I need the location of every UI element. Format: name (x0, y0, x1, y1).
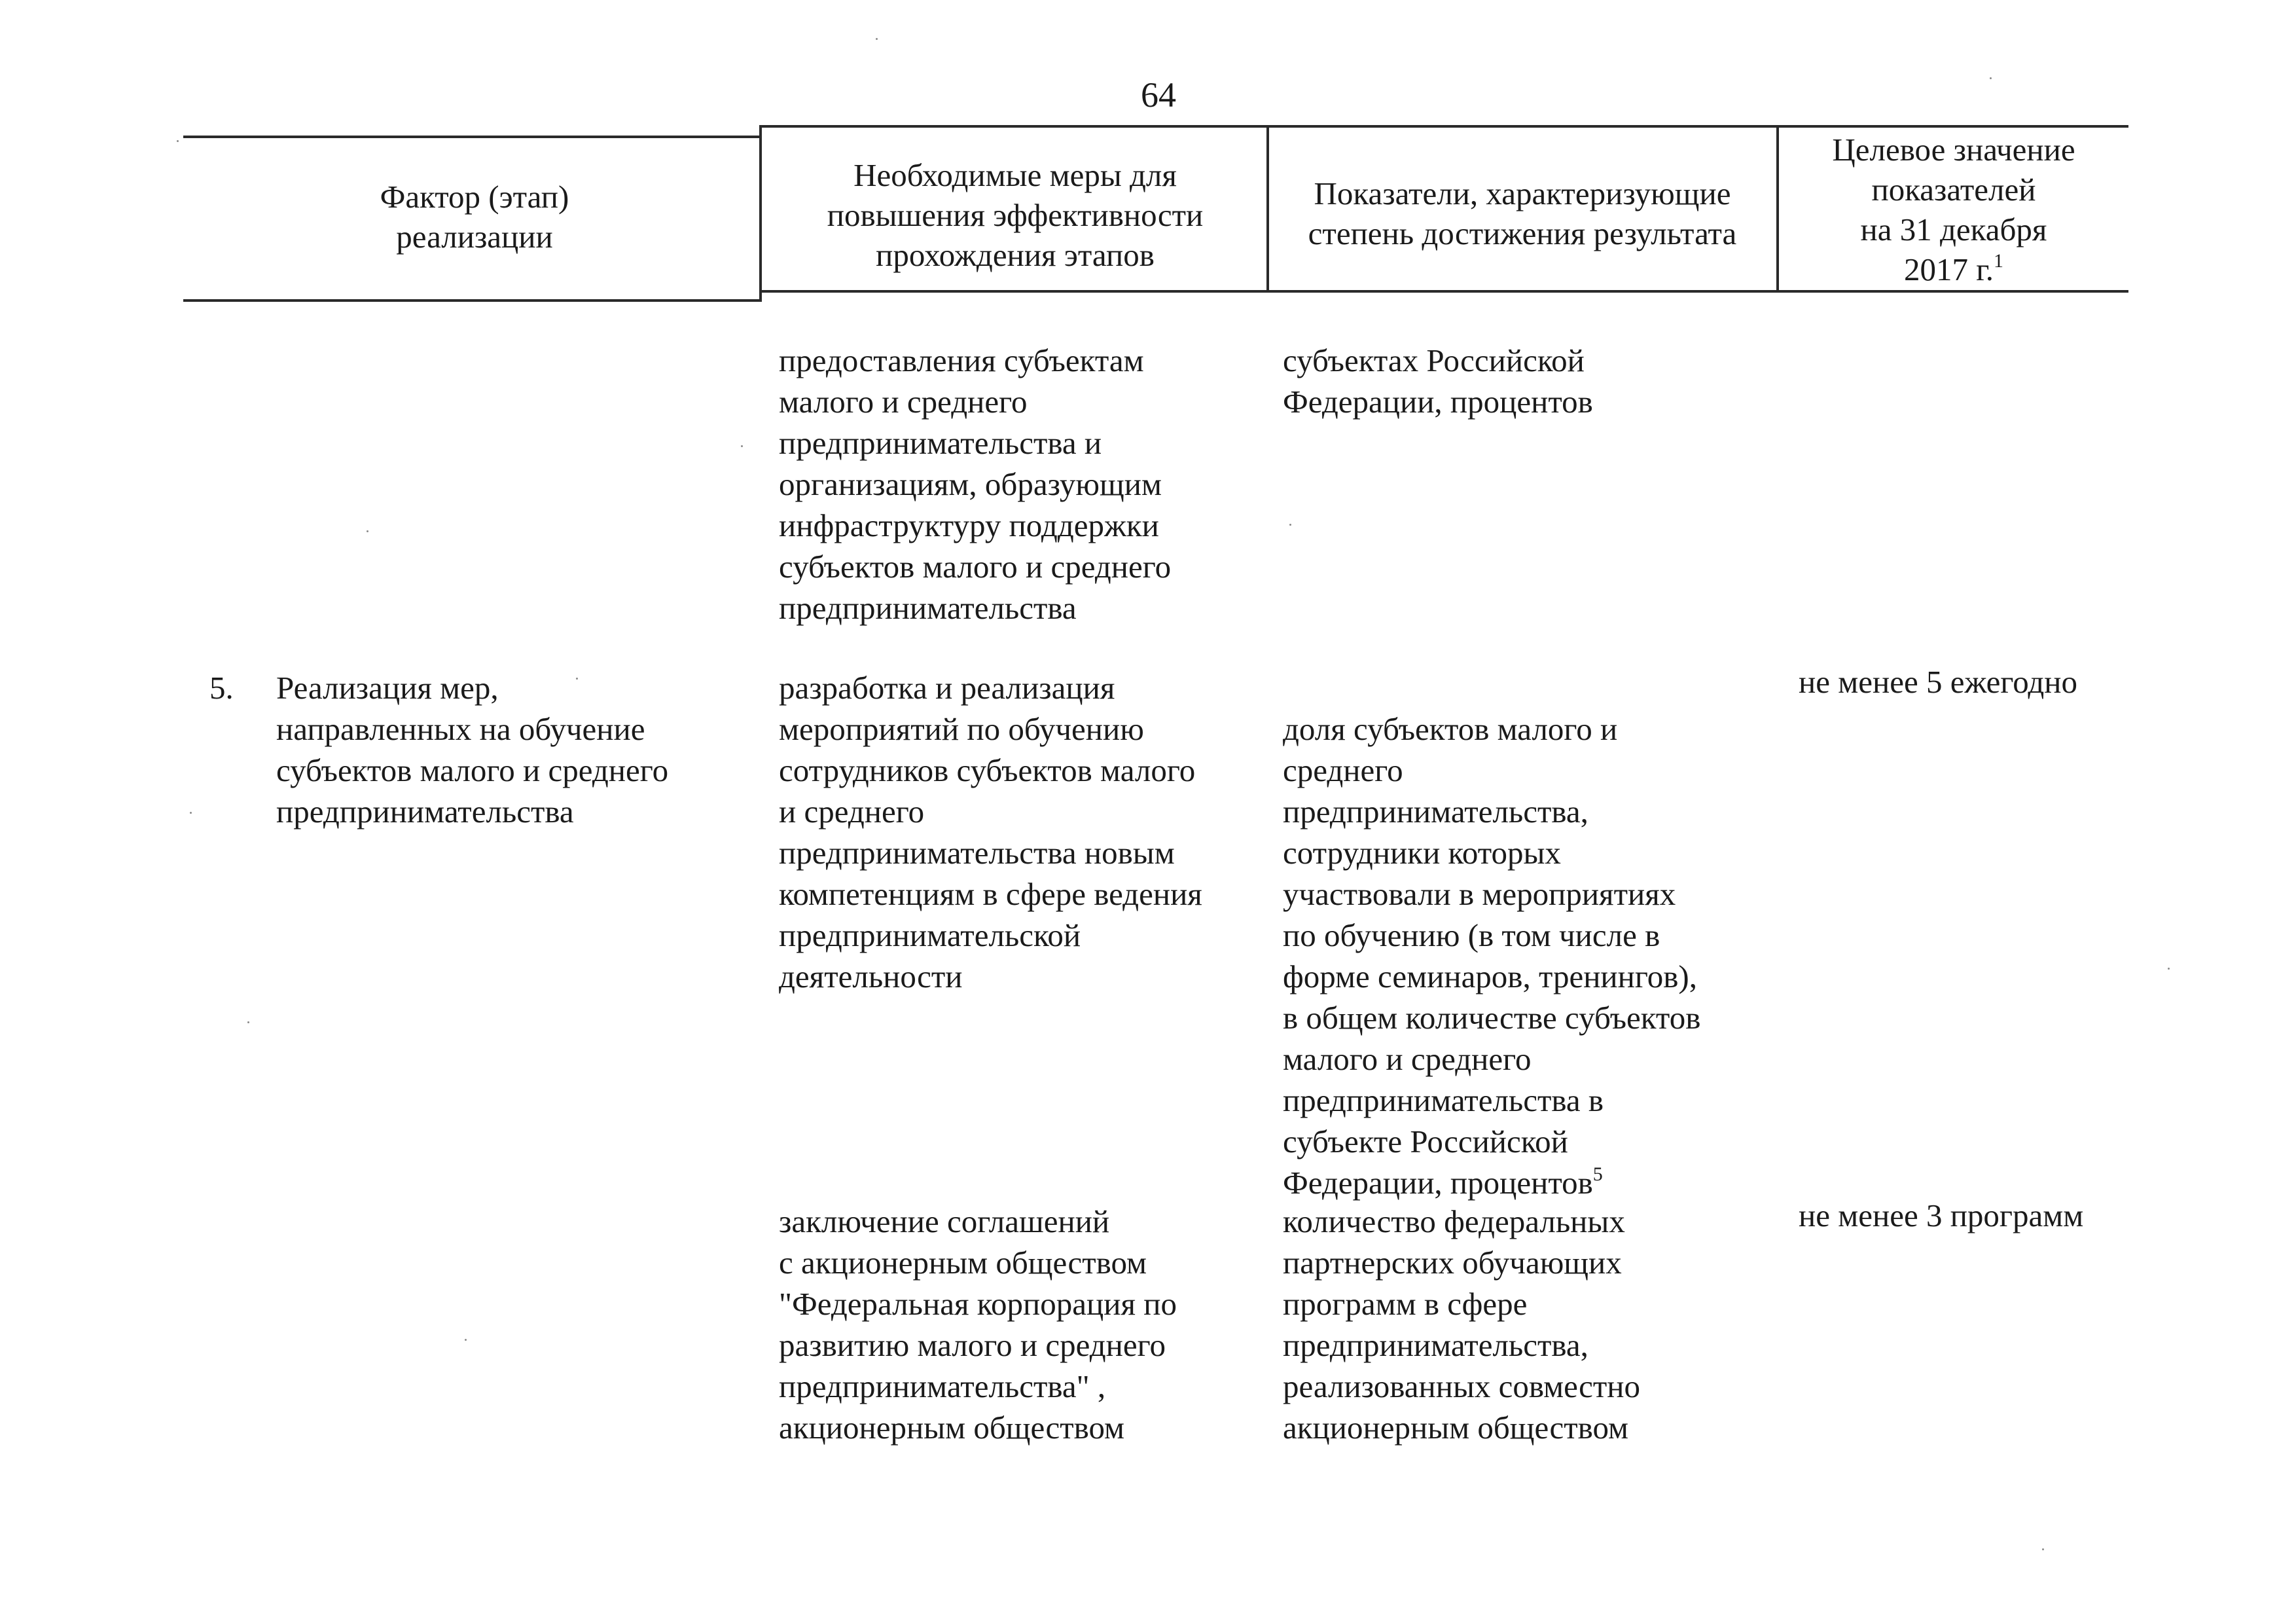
row-2-indicator (1283, 667, 1774, 1203)
scan-speck (2042, 1548, 2044, 1550)
column-divider-2 (1266, 125, 1269, 293)
header-indicators: Показатели, характеризующие степень достижения результата (1308, 175, 1737, 251)
scan-speck (1990, 77, 1992, 79)
row-2-indicator-footnote: 5 (1592, 1163, 1603, 1185)
header-target-text: Целевое значение показателей на 31 декабря 2017 г. (1832, 132, 2075, 287)
page-number: 64 (1141, 75, 1176, 115)
scan-speck (576, 678, 578, 680)
scan-speck (465, 1339, 467, 1341)
header-measures: Необходимые меры для повышения эффективности прохождения этапов (827, 157, 1204, 273)
row-2-measures: разработка и реализация мероприятий по обучению сотрудников субъектов малого и среднего предпринимательства новым компетенциям в сфере ведения предпринимательской деятельности (779, 670, 1202, 994)
scan-speck (247, 1021, 249, 1023)
row-1-measures: предоставления субъектам малого и среднего предпринимательства и организациям, образующим инфраструктуру поддержки субъектов малого и среднего предпринимательства (779, 342, 1172, 626)
scan-speck (1289, 524, 1291, 526)
scan-speck (367, 530, 368, 532)
scan-speck (2168, 968, 2170, 970)
row-2-factor: Реализация мер, направленных на обучение субъектов малого и среднего предпринимательства (276, 670, 669, 830)
row-2-indicator-text: доля субъектов малого и среднего предпринимательства, сотрудники которых участвовали в мероприятиях по обучению (в том числе в форме семинаров, тренингов), в общем количестве субъектов малого и среднего предпринимательства в субъекте Российской Федерации, процентов (1283, 711, 1701, 1201)
row-1-indicator: субъектах Российской Федерации, процентов (1283, 342, 1593, 420)
scan-speck (741, 445, 743, 447)
row-2-target: не менее 5 ежегодно (1799, 664, 2078, 700)
scan-speck (190, 812, 192, 814)
row-3-target: не менее 3 программ (1799, 1197, 2084, 1233)
scan-speck (876, 38, 878, 40)
header-target-footnote: 1 (1994, 250, 2004, 272)
header-top-rule-left (183, 136, 762, 138)
row-3-indicator: количество федеральных партнерских обучающих программ в сфере предпринимательства, реализованных совместно акционерным обществом (1283, 1203, 1641, 1446)
header-bottom-rule-right (759, 290, 2128, 293)
scan-speck (177, 140, 179, 142)
header-target (1780, 130, 2127, 289)
column-divider-3 (1776, 125, 1779, 293)
column-divider-1 (759, 125, 762, 301)
header-bottom-rule-left (183, 299, 762, 302)
row-2-number: 5. (209, 670, 234, 706)
header-top-rule-right (759, 125, 2128, 128)
header-factor: Фактор (этап) реализации (380, 179, 569, 255)
row-3-measures: заключение соглашений с акционерным обществом "Федеральная корпорация по развитию малого и среднего предпринимательства" , акционерным обществом (779, 1203, 1177, 1446)
